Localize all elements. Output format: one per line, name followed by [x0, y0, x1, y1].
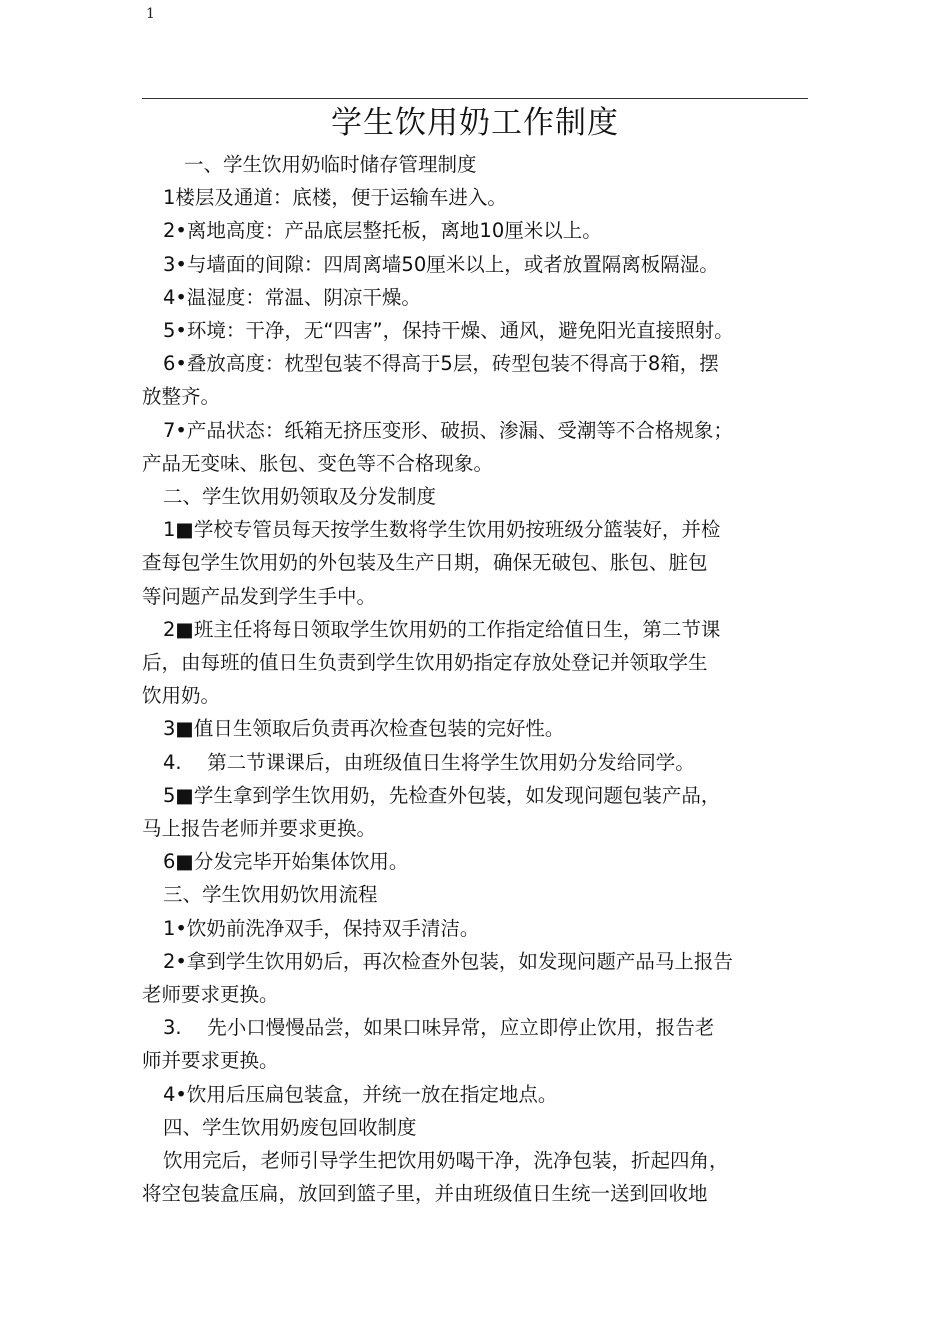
section-heading: 一、学生饮用奶临时储存管理制度	[184, 153, 477, 176]
paragraph	[142, 712, 814, 745]
paragraph-line: 1楼层及通道：底楼，便于运输车进入。	[163, 186, 507, 210]
paragraph	[142, 845, 814, 878]
paragraph-line: 4•饮用后压扁包装盒，并统一放在指定地点。	[163, 1082, 558, 1106]
paragraph-line: 6•叠放高度：枕型包装不得高于5层，砖型包装不得高于8箱，摆	[163, 352, 719, 376]
paragraph-line: 3. 先小口慢慢品尝，如果口味异常，应立即停止饮用，报告老	[163, 1016, 715, 1040]
paragraph-line: 2•离地高度：产品底层整托板，离地10厘米以上。	[163, 219, 602, 243]
paragraph-line: 产品无变味、胀包、变色等不合格现象。	[142, 451, 494, 475]
paragraph-line: 2•拿到学生饮用奶后，再次检查外包装，如发现问题产品马上报告	[163, 949, 733, 973]
paragraph-line: 饮用完后，老师引导学生把饮用奶喝干净，洗净包装，折起四角，	[163, 1149, 729, 1173]
paragraph-line: 饮用奶。	[142, 684, 221, 708]
section-heading: 四、学生饮用奶废包回收制度	[163, 1115, 417, 1139]
paragraph-line: 5■学生拿到学生饮用奶，先检查外包装，如发现问题包装产品，	[163, 783, 721, 807]
paragraph	[142, 248, 814, 281]
paragraph-line: 4•温湿度：常温、阴凉干燥。	[163, 285, 421, 309]
section-heading: 三、学生饮用奶饮用流程	[163, 883, 378, 907]
paragraph-line: 等问题产品发到学生手中。	[142, 584, 377, 608]
paragraph	[142, 746, 814, 779]
paragraph	[142, 347, 814, 413]
document-body	[142, 148, 814, 1211]
paragraph-line: 1•饮奶前洗净双手，保持双手清洁。	[163, 916, 480, 940]
paragraph-line: 3■值日生领取后负责再次检查包装的完好性。	[163, 717, 565, 741]
paragraph	[142, 1078, 814, 1111]
paragraph	[142, 513, 814, 613]
paragraph	[142, 613, 814, 713]
paragraph-line: 3•与墙面的间隙：四周离墙50厘米以上，或者放置隔离板隔湿。	[163, 252, 719, 276]
document-title: 学生饮用奶工作制度	[331, 105, 619, 141]
paragraph	[142, 314, 814, 347]
paragraph-line: 将空包装盒压扁，放回到篮子里，并由班级值日生统一送到回收地	[142, 1182, 708, 1206]
paragraph-line: 放整齐。	[142, 385, 221, 409]
section-heading: 二、学生饮用奶领取及分发制度	[163, 485, 437, 509]
paragraph	[142, 945, 814, 1011]
paragraph	[142, 414, 814, 480]
paragraph	[142, 779, 814, 845]
paragraph	[142, 214, 814, 247]
paragraph	[142, 912, 814, 945]
page-number: 1	[146, 6, 155, 22]
header-rule	[142, 98, 808, 99]
paragraph	[142, 281, 814, 314]
paragraph-line: 老师要求更换。	[142, 983, 279, 1007]
paragraph	[142, 1011, 814, 1077]
paragraph	[142, 181, 814, 214]
paragraph-line: 6■分发完毕开始集体饮用。	[163, 850, 409, 874]
paragraph	[142, 1144, 814, 1210]
paragraph-line: 2■班主任将每日领取学生饮用奶的工作指定给值日生，第二节课	[163, 617, 721, 641]
paragraph-line: 查每包学生饮用奶的外包装及生产日期，确保无破包、胀包、脏包	[142, 551, 708, 575]
paragraph-line: 1■学校专管员每天按学生数将学生饮用奶按班级分篮装好，并检	[163, 518, 721, 542]
paragraph-line: 后，由每班的值日生负责到学生饮用奶指定存放处登记并领取学生	[142, 651, 708, 675]
paragraph-line: 4. 第二节课课后，由班级值日生将学生饮用奶分发给同学。	[163, 750, 695, 774]
paragraph-line: 7•产品状态：纸箱无挤压变形、破损、渗漏、受潮等不合格规象；	[163, 418, 733, 442]
paragraph-line: 马上报告老师并要求更换。	[142, 817, 377, 841]
paragraph-line: 师并要求更换。	[142, 1049, 279, 1073]
paragraph-line: 5•环境：干净，无“四害”，保持干燥、通风，避免阳光直接照射。	[163, 319, 734, 343]
